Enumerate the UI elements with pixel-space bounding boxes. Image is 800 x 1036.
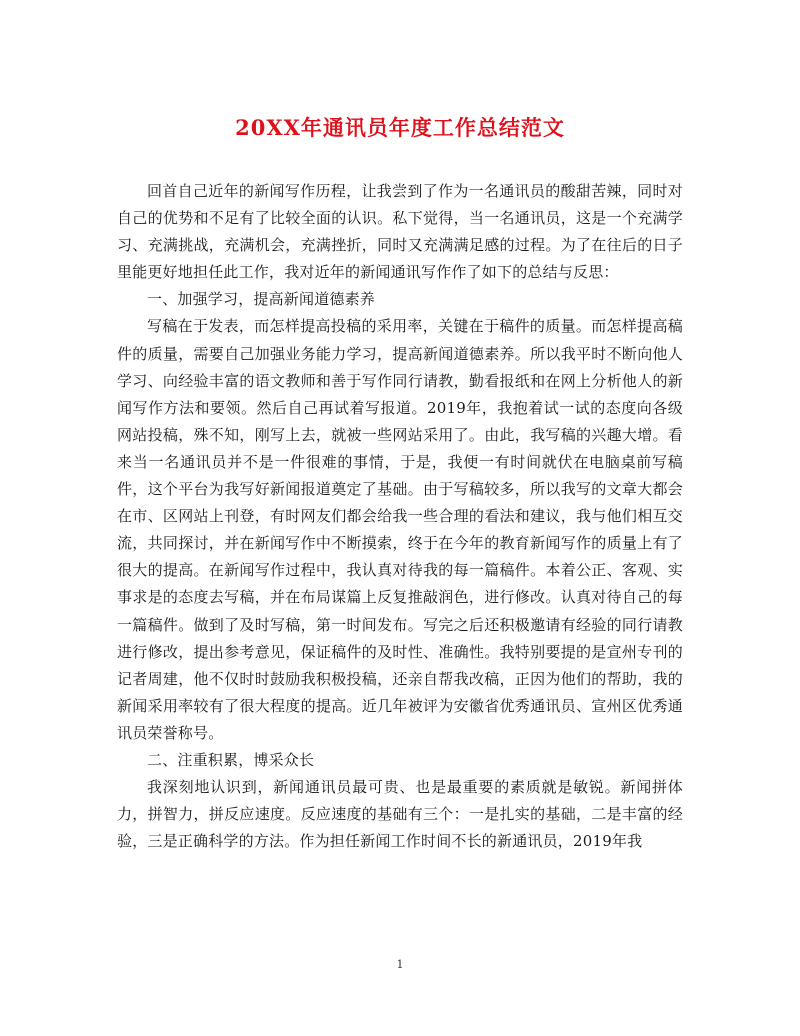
section-heading-2: 二、注重积累，博采众长 — [147, 750, 315, 769]
section-1-paragraph: 写稿在于发表，而怎样提高投稿的采用率，关键在于稿件的质量。而怎样提高稿件的质量，需要自己加强业务能力学习，提高新闻道德素养。所以我平时不断向他人学习、向经验丰富的语文教师和善于写作同行请教，勤看报纸和在网上分析他人的新闻写作方法和要领。然后自己再试着写报道。2019年，我抱着试一试的态度向各级网站投稿，殊不知，刚写上去，就被一些网站采用了。由此，我写稿的兴趣大增。看来当一名通讯员并不是一件很难的事情，于是，我便一有时间就伏在电脑桌前写稿件，这个平台为我写好新闻报道奠定了基础。由于写稿较多，所以我写的文章大都会在市、区网站上刊登，有时网友们都会给我一些合理的看法和建议，我与他们相互交流，共同探讨，并在新闻写作中不断摸索，终于在今年的教育新闻写作的质量上有了很大的提高。在新闻写作过程中，我认真对待我的每一篇稿件。本着公正、客观、实事求是的态度去写稿，并在布局谋篇上反复推敲润色，进行修改。认真对待自己的每一篇稿件。做到了及时写稿，第一时间发布。写完之后还积极邀请有经验的同行请教进行修改，提出参考意见，保证稿件的及时性、准确性。我特别要提的是宣州专刊的记者周建，他不仅时时鼓励我积极投稿，还亲自帮我改稿，正因为他们的帮助，我的新闻采用率较有了很大程度的提高。近几年被评为安徽省优秀通讯员、宣州区优秀通讯员荣誉称号。 — [117, 317, 683, 742]
page-number: 1 — [396, 958, 404, 971]
document-body — [117, 178, 683, 855]
document-title: 20XX年通讯员年度工作总结范文 — [235, 115, 565, 140]
section-heading-1: 一、加强学习，提高新闻道德素养 — [147, 290, 376, 309]
intro-paragraph: 回首自己近年的新闻写作历程，让我尝到了作为一名通讯员的酸甜苦辣，同时对自己的优势和不足有了比较全面的认识。私下觉得，当一名通讯员，这是一个充满学习、充满挑战，充满机会，充满挫折，同时又充满满足感的过程。为了在往后的日子里能更好地担任此工作，我对近年的新闻通讯写作作了如下的总结与反思： — [117, 182, 683, 282]
section-2-paragraph: 我深刻地认识到，新闻通讯员最可贵、也是最重要的素质就是敏锐。新闻拼体力，拼智力，拼反应速度。反应速度的基础有三个：一是扎实的基础，二是丰富的经验，三是正确科学的方法。作为担任新闻工作时间不长的新通讯员，2019年我 — [117, 778, 683, 851]
